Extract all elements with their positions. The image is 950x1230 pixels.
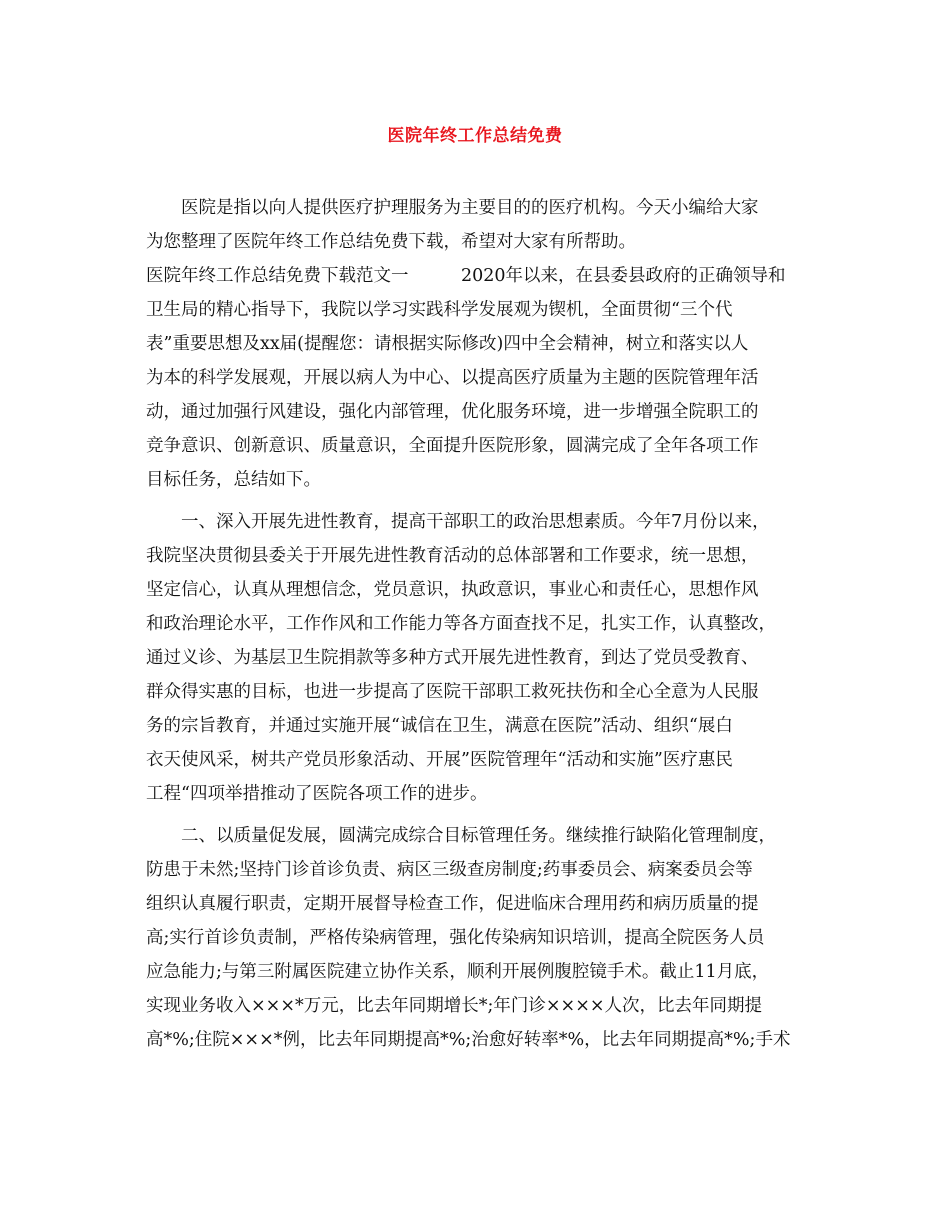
body-line: 实现业务收入×××*万元，比去年同期增长*;年门诊××××人次，比去年同期提: [146, 996, 763, 1016]
body-line: 卫生局的精心指导下，我院以学习实践科学发展观为锲机，全面贯彻“三个代: [146, 300, 733, 320]
body-line: 工程“四项举措推动了医院各项工作的进步。: [146, 784, 488, 804]
body-line: 通过义诊、为基层卫生院捐款等多种方式开展先进性教育，到达了党员受教育、: [146, 648, 759, 668]
body-line: 为您整理了医院年终工作总结免费下载，希望对大家有所帮助。: [146, 232, 636, 252]
body-line: 我院坚决贯彻县委关于开展先进性教育活动的总体部署和工作要求，统一思想，: [146, 546, 759, 566]
body-line: 为本的科学发展观，开展以病人为中心、以提高医疗质量为主题的医院管理年活: [146, 368, 759, 388]
body-line: 竞争意识、创新意识、质量意识，全面提升医院形象，圆满完成了全年各项工作: [146, 436, 759, 456]
body-line: 坚定信心，认真从理想信念，党员意识，执政意识，事业心和责任心，思想作风: [146, 580, 759, 600]
body-line: 表”重要思想及xx届(提醒您：请根据实际修改)四中全会精神，树立和落实以人: [146, 334, 749, 354]
body-line: 医院是指以向人提供医疗护理服务为主要目的的医疗机构。今天小编给大家: [146, 198, 759, 218]
body-line: 组织认真履行职责，定期开展督导检查工作，促进临床合理用药和病历质量的提: [146, 894, 759, 914]
body-line: 一、深入开展先进性教育，提高干部职工的政治思想素质。今年7月份以来，: [146, 512, 770, 532]
document-title: 医院年终工作总结免费: [387, 126, 563, 146]
body-line: 和政治理论水平，工作作风和工作能力等各方面查找不足，扎实工作，认真整改，: [146, 614, 776, 634]
body-line: 二、以质量促发展，圆满完成综合目标管理任务。继续推行缺陷化管理制度，: [146, 826, 776, 846]
body-line: 高*%;住院×××*例，比去年同期提高*%;治愈好转率*%，比去年同期提高*%;手术: [146, 1030, 791, 1050]
body-line: 群众得实惠的目标，也进一步提高了医院干部职工救死扶伤和全心全意为人民服: [146, 682, 759, 702]
body-line: 目标任务，总结如下。: [146, 470, 321, 490]
body-line: 防患于未然;坚持门诊首诊负责、病区三级查房制度;药事委员会、病案委员会等: [146, 860, 753, 880]
body-line: 应急能力;与第三附属医院建立协作关系，顺利开展例腹腔镜手术。截止11月底，: [146, 962, 770, 982]
body-line: 高;实行首诊负责制，严格传染病管理，强化传染病知识培训，提高全院医务人员: [146, 928, 765, 948]
body-line: 务的宗旨教育，并通过实施开展“诚信在卫生，满意在医院”活动、组织“展白: [146, 716, 733, 736]
body-line: 医院年终工作总结免费下载范文一 2020年以来，在县委县政府的正确领导和: [146, 266, 786, 286]
body-line: 衣天使风采，树共产党员形象活动、开展”医院管理年“活动和实施”医疗惠民: [146, 750, 733, 770]
body-line: 动，通过加强行风建设，强化内部管理，优化服务环境，进一步增强全院职工的: [146, 402, 759, 422]
